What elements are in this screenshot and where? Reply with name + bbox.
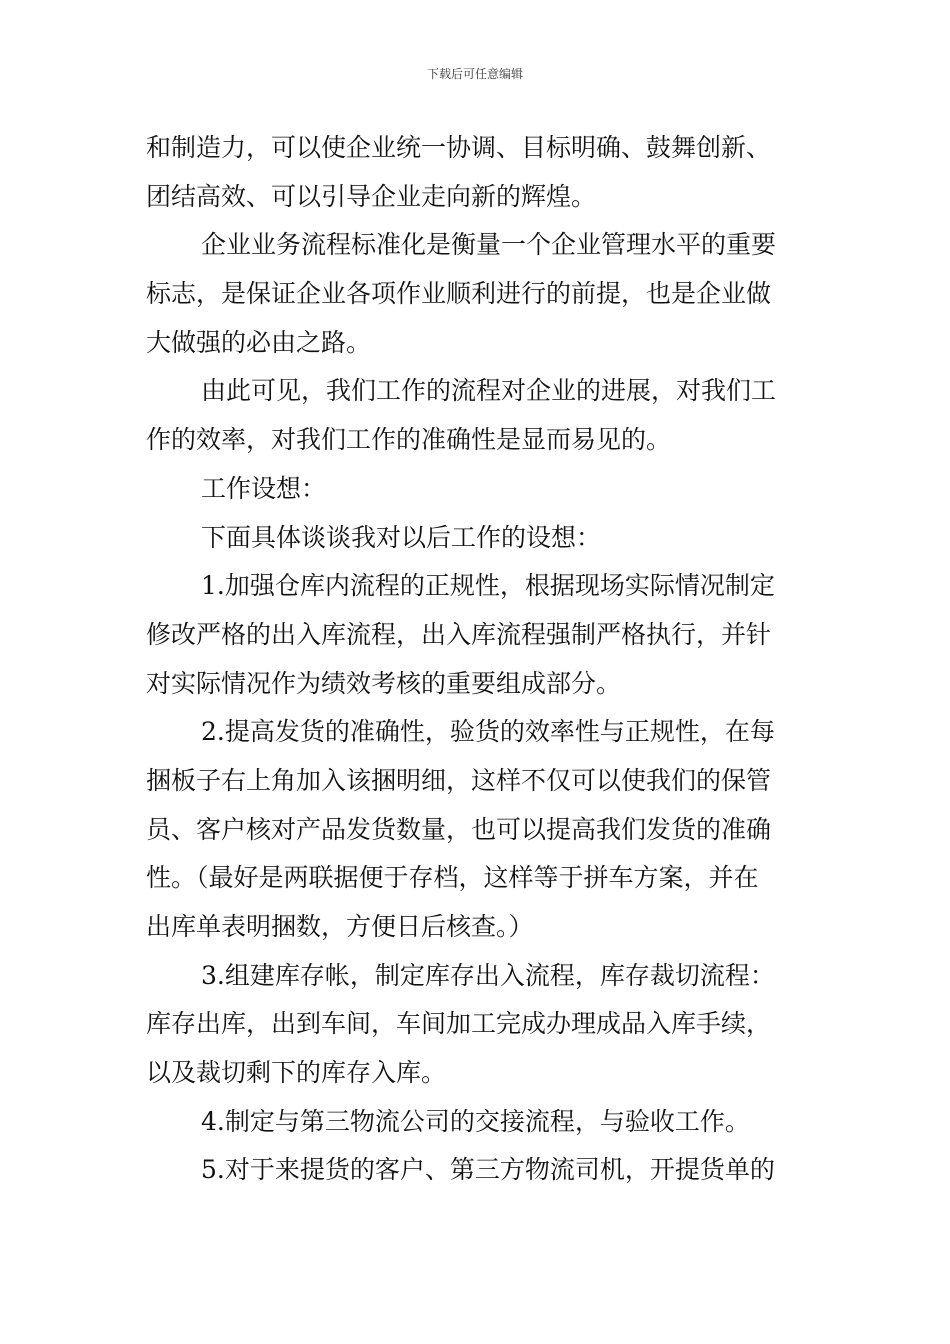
list-item-3-line: 3.组建库存帐，制定库存出入流程，库存裁切流程： [201, 960, 775, 990]
text-line: 团结高效、可以引导企业走向新的辉煌。 [146, 181, 597, 211]
document-body [146, 124, 810, 1195]
list-item-3-line: 以及裁切剩下的库存入库。 [146, 1058, 447, 1088]
list-item-3-line: 库存出库，出到车间，车间加工完成办理成品入库手续， [146, 1009, 772, 1039]
page-header: 下载后可任意编辑 [426, 67, 523, 81]
list-item-1-line: 修改严格的出入库流程，出入库流程强制严格执行，并针 [146, 619, 772, 649]
list-item-2-line: 员、客户核对产品发货数量，也可以提高我们发货的准确 [146, 814, 772, 844]
text-line: 作的效率，对我们工作的准确性是显而易见的。 [146, 425, 672, 455]
list-item-2-line: 性。（最好是两联据便于存档，这样等于拼车方案，并在 [146, 863, 759, 893]
text-line: 大做强的必由之路。 [146, 327, 372, 357]
list-item-5-line: 5.对于来提货的客户、第三方物流司机，开提货单的 [201, 1155, 775, 1185]
text-line: 标志，是保证企业各项作业顺利进行的前提，也是企业做 [146, 279, 772, 309]
list-item-1-line: 对实际情况作为绩效考核的重要组成部分。 [146, 668, 622, 698]
text-line: 下面具体谈谈我对以后工作的设想： [201, 522, 602, 552]
text-line: 由此可见，我们工作的流程对企业的进展，对我们工 [201, 376, 777, 406]
list-item-2-line: 出库单表明捆数，方便日后核查。） [146, 912, 534, 941]
text-line: 和制造力，可以使企业统一协调、目标明确、鼓舞创新、 [146, 133, 772, 162]
list-item-4-line: 4.制定与第三物流公司的交接流程，与验收工作。 [201, 1106, 750, 1136]
list-item-2-line: 捆板子右上角加入该捆明细，这样不仅可以使我们的保管 [146, 765, 772, 795]
list-item-1-line: 1.加强仓库内流程的正规性，根据现场实际情况制定 [201, 571, 775, 601]
list-item-2-line: 2.提高发货的准确性，验货的效率性与正规性，在每 [201, 717, 775, 747]
section-heading: 工作设想： [201, 473, 327, 503]
text-line: 企业业务流程标准化是衡量一个企业管理水平的重要 [201, 230, 777, 260]
